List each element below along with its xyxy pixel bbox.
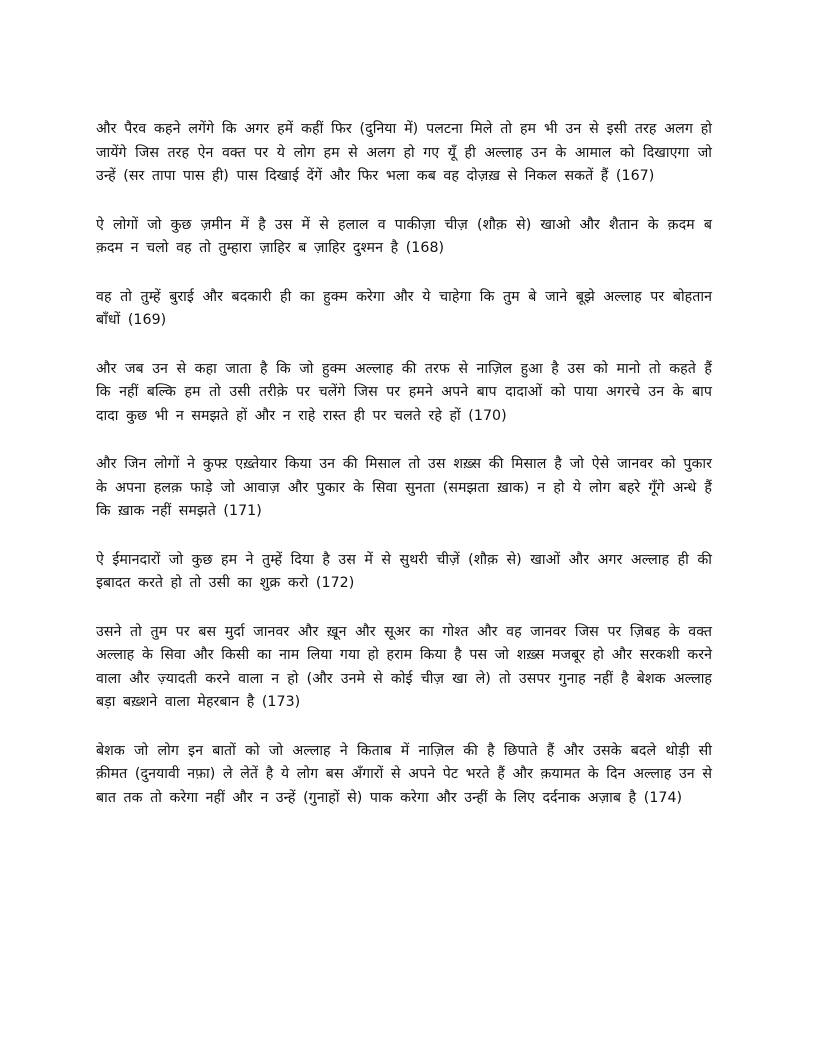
verse-paragraph-170: और जब उन से कहा जाता है कि जो हुक्म अल्लाह की तरफ से नाज़िल हुआ है उस को मानो तो कहते हैं कि नहीं बल्कि हम तो उसी तरीक़े पर चलेंगे जिस पर हमने अपने बाप दादाओं को पाया अगरचे उन के बाप दादा कुछ भी न समझते हों और न राहे रास्त ही पर चलते रहे हों (170) xyxy=(96,360,712,424)
verse-paragraph-168: ऐ लोगों जो कुछ ज़मीन में है उस में से हलाल व पाकीज़ा चीज़ (शौक़ से) खाओ और शैतान के क़दम ब क़दम न चलो वह तो तुम्हारा ज़ाहिर ब ज़ाहिर दुश्मन है (168) xyxy=(96,216,712,256)
verse-paragraph-171: और जिन लोगों ने कुफ्ऱ एख़्तेयार किया उन की मिसाल तो उस शख़्स की मिसाल है जो ऐसे जानवर को पुकार के अपना हलक़ फाड़े जो आवाज़ और पुकार के सिवा सुनता (समझता ख़ाक) न हो ये लोग बहरे गूँगे अन्धे हैं कि ख़ाक नहीं समझते (171) xyxy=(96,456,712,519)
verse-paragraph-173: उसने तो तुम पर बस मुर्दा जानवर और ख़ून और सूअर का गोश्त और वह जानवर जिस पर ज़िबह के वक्त अल्लाह के सिवा और किसी का नाम लिया गया हो हराम किया है पस जो शख़्स मजबूर हो और सरकशी करने वाला और ज़्यादती करने वाला न हो (और उनमे से कोई चीज़ खा ले) तो उसपर गुनाह नहीं है बेशक अल्लाह बड़ा बख़्शने वाला मेहरबान है (173) xyxy=(96,623,712,710)
verse-paragraph-169: वह तो तुम्हें बुराई और बदकारी ही का हुक्म करेगा और ये चाहेगा कि तुम बे जाने बूझे अल्लाह पर बोहतान बाँधों (169) xyxy=(96,288,712,328)
verse-paragraph-174: बेशक जो लोग इन बातों को जो अल्लाह ने किताब में नाज़िल की है छिपाते हैं और उसके बदले थोड़ी सी क़ीमत (दुनयावी नफ़ा) ले लेतें है ये लोग बस अँगारों से अपने पेट भरते हैं और क़यामत के दिन अल्लाह उन से बात तक तो करेगा नहीं और न उन्हें (गुनाहों से) पाक करेगा और उन्हीं के लिए दर्दनाक अज़ाब है (174) xyxy=(96,742,712,806)
document-page xyxy=(96,118,712,835)
verse-paragraph-172: ऐ ईमानदारों जो कुछ हम ने तुम्हें दिया है उस में से सुथरी चीज़ें (शौक़ से) खाओं और अगर अल्लाह ही की इबादत करते हो तो उसी का शुक्र करो (172) xyxy=(96,551,712,591)
verse-paragraph-167: और पैरव कहने लगेंगे कि अगर हमें कहीं फिर (दुनिया में) पलटना मिले तो हम भी उन से इसी तरह अलग हो जायेंगे जिस तरह ऐन वक्त पर ये लोग हम से अलग हो गए यूँ ही अल्लाह उन के आमाल को दिखाएगा जो उन्हें (सर तापा पास ही) पास दिखाई देंगें और फिर भला कब वह दोज़ख़ से निकल सकतें हैं (167) xyxy=(96,121,712,184)
